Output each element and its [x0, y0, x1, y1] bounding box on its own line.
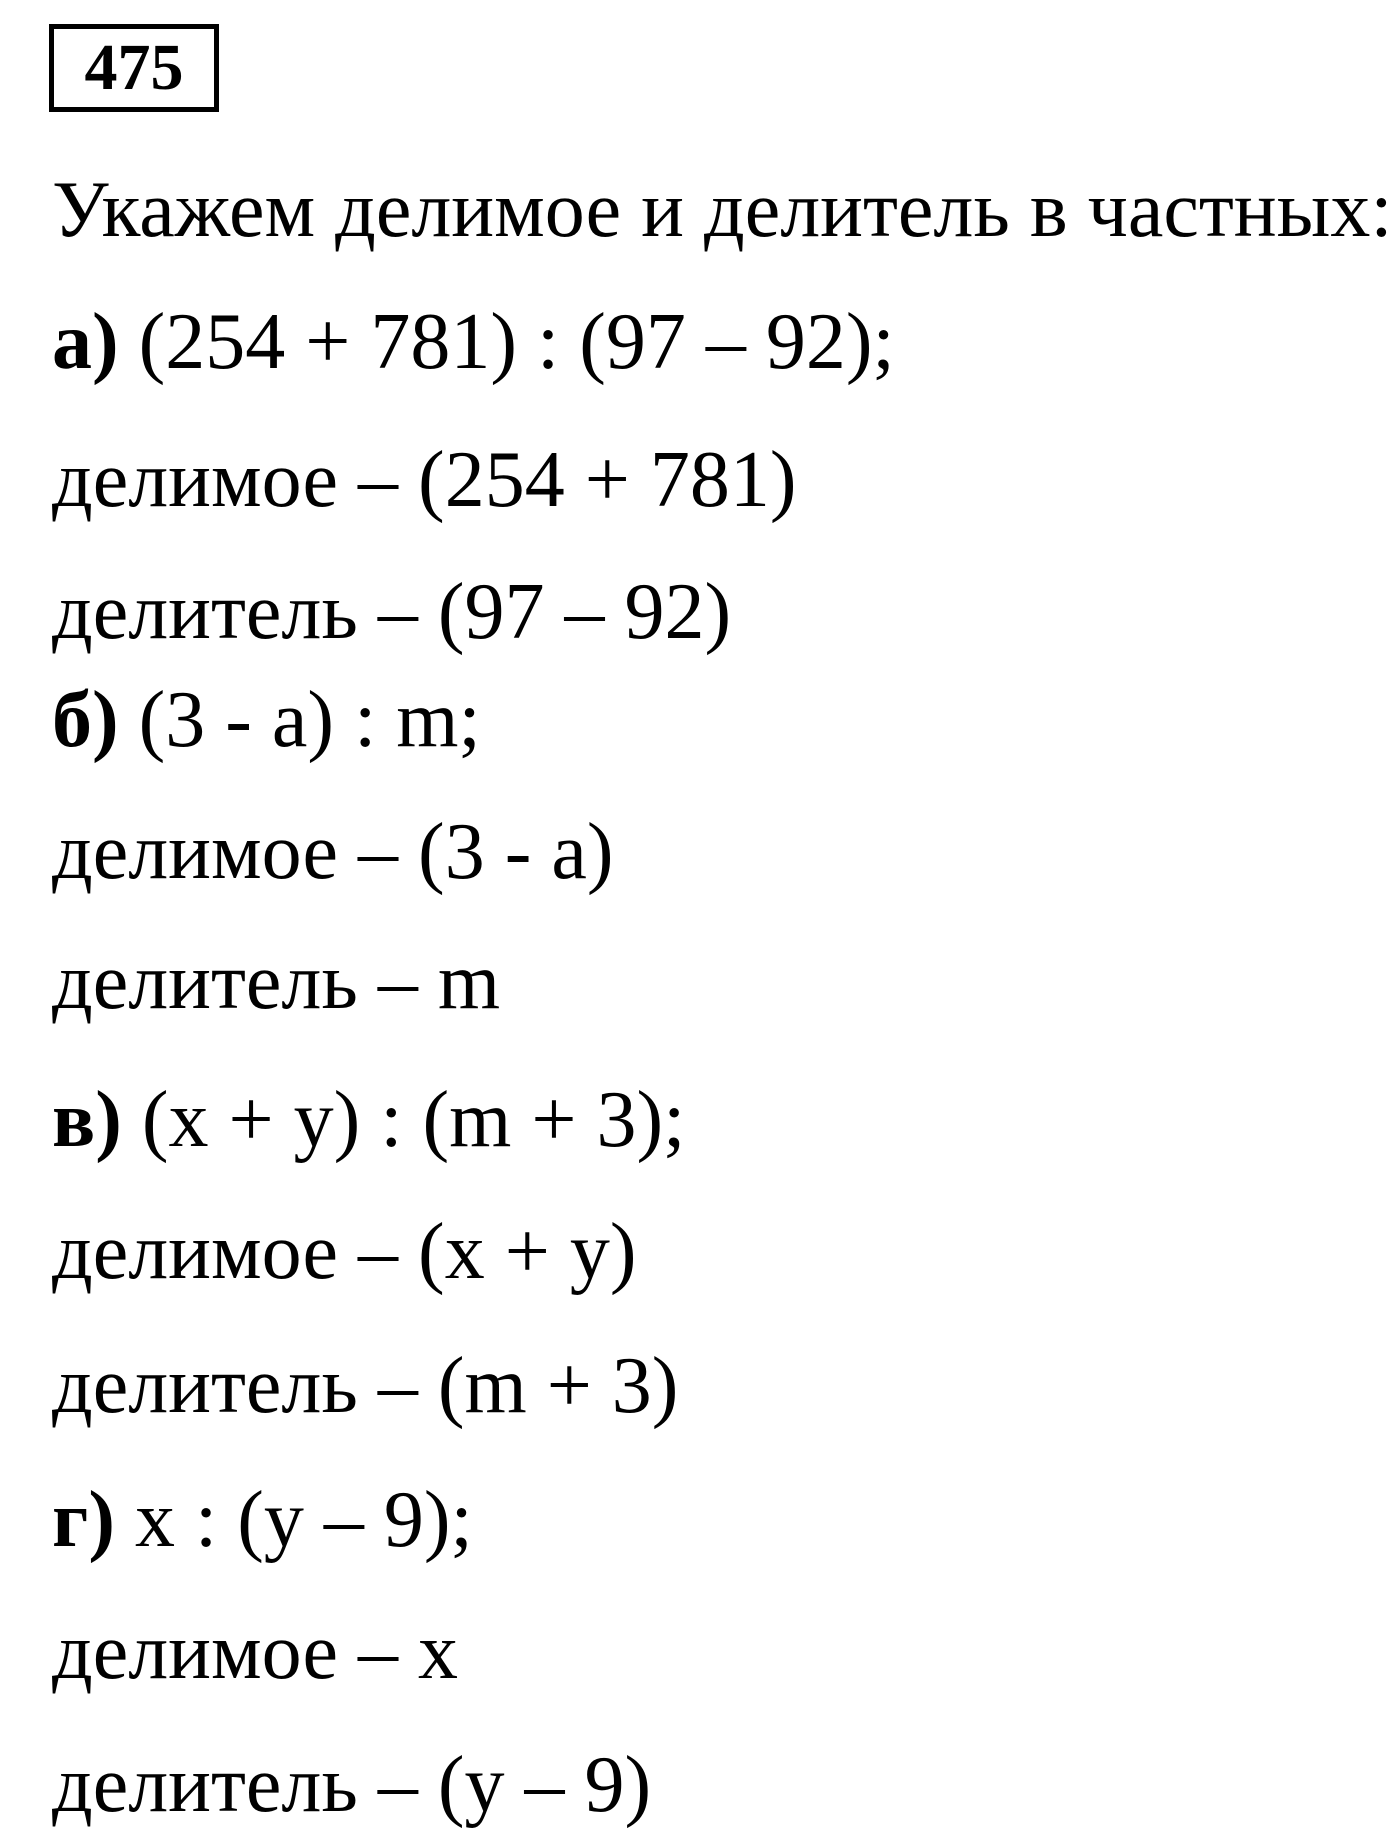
part-a-label: а) [52, 298, 119, 386]
part-b-divisor: делитель – m [52, 938, 501, 1026]
part-v-expression-line [52, 1076, 686, 1164]
part-v-dividend: делимое – (x + y) [52, 1208, 637, 1296]
part-g-divisor: делитель – (y – 9) [52, 1741, 652, 1829]
part-v-divisor: делитель – (m + 3) [52, 1342, 679, 1430]
part-b-label: б) [52, 676, 119, 764]
part-v-label: в) [52, 1076, 122, 1164]
part-b-dividend: делимое – (3 - a) [52, 808, 614, 896]
part-b-expression-line [52, 676, 481, 764]
part-g-expression: x : (y – 9); [114, 1476, 473, 1564]
part-a-expression: (254 + 781) : (97 – 92); [118, 298, 895, 386]
part-g-expression-line [52, 1476, 473, 1564]
intro-text: Укажем делимое и делитель в частных: [52, 166, 1393, 254]
part-a-expression-line [52, 298, 895, 386]
part-a-dividend: делимое – (254 + 781) [52, 436, 797, 524]
part-g-label: г) [52, 1476, 115, 1564]
part-g-dividend: делимое – x [52, 1608, 459, 1696]
part-a-divisor: делитель – (97 – 92) [52, 568, 732, 656]
problem-number-box: 475 [49, 24, 219, 112]
part-v-expression: (x + y) : (m + 3); [121, 1076, 686, 1164]
part-b-expression: (3 - a) : m; [118, 676, 481, 764]
